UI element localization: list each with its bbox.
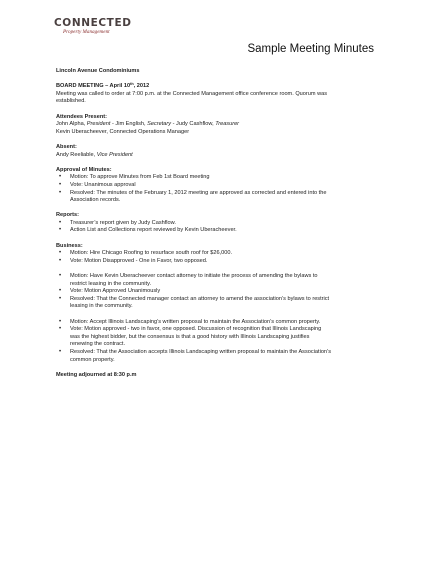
list-item: • Motion: Accept Illinois Landscaping’s written proposal to maintain the Association’s common property. bbox=[56, 319, 386, 327]
approval-heading: Approval of Minutes: bbox=[56, 166, 112, 173]
org-name: Lincoln Avenue Condominiums bbox=[56, 68, 140, 74]
absent-name: Andy Reeliable, bbox=[56, 151, 97, 158]
list-item: • Motion: To approve Minutes from Feb 1st Board meeting bbox=[56, 174, 386, 182]
list-item: • Resolved: The minutes of the February 1, 2012 meeting are approved as corrected and entered into the bbox=[56, 190, 386, 198]
list-item: • Vote: Unanimous approval bbox=[56, 182, 386, 190]
approval-list bbox=[56, 174, 386, 197]
board-meeting-heading-suffix: , 2012 bbox=[133, 83, 150, 90]
attendee-1-name: John Alpha, bbox=[56, 121, 87, 128]
list-item: • Vote: Motion Disapproved - One in Favor, two opposed. bbox=[56, 258, 386, 266]
reports-heading: Reports: bbox=[56, 212, 79, 219]
attendees-line-1 bbox=[56, 121, 386, 129]
list-item: • Vote: Motion Approved Unanimously bbox=[56, 288, 386, 296]
attendees-line-2: Kevin Uberacheever, Connected Operations Manager bbox=[56, 128, 190, 135]
attendee-3-name: - Judy Cashflow, bbox=[171, 121, 216, 128]
board-meeting-line-2: established. bbox=[56, 98, 86, 105]
logo-tagline: Property Management bbox=[63, 29, 110, 35]
board-meeting-heading-prefix: BOARD MEETING – April 10 bbox=[56, 83, 131, 90]
business-list-1 bbox=[56, 250, 386, 265]
business-continuation: common property. bbox=[70, 356, 115, 363]
approval-continuation: Association records. bbox=[70, 197, 121, 204]
page-title: Sample Meeting Minutes bbox=[247, 43, 374, 55]
business-list-2 bbox=[56, 273, 386, 281]
business-continuation: was the highest bidder, but the consensus is that a good history with Illinois Landscaping justifies bbox=[70, 333, 310, 340]
board-meeting-heading-sup: th bbox=[130, 82, 134, 87]
reports-list bbox=[56, 220, 386, 235]
attendee-2-role: Secretary bbox=[147, 121, 172, 128]
absent-heading: Absent: bbox=[56, 143, 77, 150]
attendee-3-role: Treasurer bbox=[215, 121, 240, 128]
list-item: • Vote: Motion approved - two in favor, one opposed. Discussion of recognition that Illinois Landscaping bbox=[56, 326, 386, 334]
minutes-body bbox=[56, 68, 386, 379]
absent-line bbox=[56, 152, 386, 160]
adjourned-line: Meeting adjourned at 8:30 p.m bbox=[56, 371, 137, 378]
list-item: • Resolved: That the Association accepts Illinois Landscaping written proposal to maintain the Association’s bbox=[56, 349, 386, 357]
list-item: • Treasurer’s report given by Judy Cashflow. bbox=[56, 220, 386, 228]
absent-role: Vice President bbox=[96, 151, 133, 158]
business-continuation: restrict leasing in the community. bbox=[70, 280, 152, 287]
logo-name: CONNECTED bbox=[54, 17, 132, 29]
list-item: • Motion: Have Kevin Uberacheever contact attorney to initiate the process of amending the bylaws to bbox=[56, 273, 386, 281]
business-continuation: leasing in the community. bbox=[70, 303, 133, 310]
attendee-1-role: President bbox=[86, 121, 111, 128]
business-continuation: renewing the contract. bbox=[70, 341, 126, 348]
business-list-3 bbox=[56, 319, 386, 334]
board-meeting-line-1: Meeting was called to order at 7:00 p.m. at the Connected Management office conference room. Quorum was bbox=[56, 90, 328, 97]
list-item: • Resolved: That the Connected manager contact an attorney to amend the association’s bylaws to restrict bbox=[56, 296, 386, 304]
list-item: • Motion: Hire Chicago Roofing to resurface south roof for $26,000. bbox=[56, 250, 386, 258]
company-logo bbox=[54, 18, 132, 36]
business-heading: Business: bbox=[56, 242, 83, 249]
business-list-3b bbox=[56, 349, 386, 357]
attendees-heading: Attendees Present: bbox=[56, 113, 107, 120]
attendee-2-name: - Jim English, bbox=[110, 121, 148, 128]
board-meeting-heading bbox=[56, 83, 386, 91]
list-item: • Action List and Collections report reviewed by Kevin Uberacheever. bbox=[56, 227, 386, 235]
business-list-2b bbox=[56, 288, 386, 303]
